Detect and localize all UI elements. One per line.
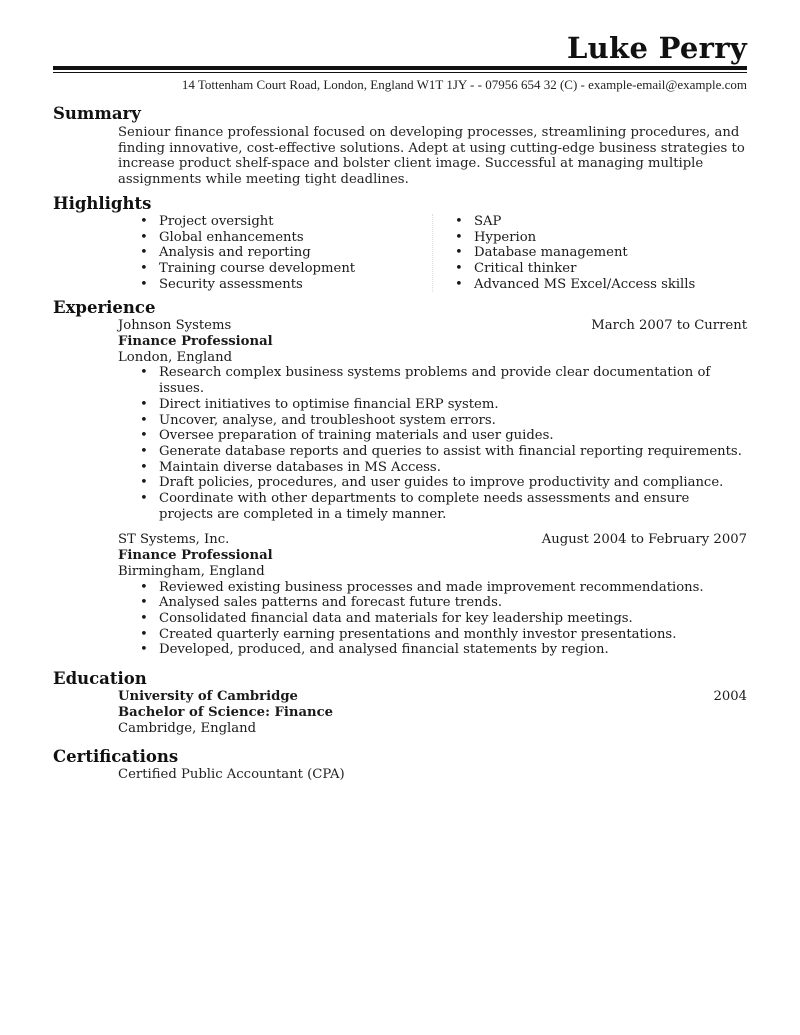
bullet-icon: • bbox=[140, 428, 148, 444]
highlight-item bbox=[118, 261, 432, 277]
header-divider-thick bbox=[53, 66, 747, 70]
highlight-text: Project oversight bbox=[159, 213, 274, 229]
bullet-icon: • bbox=[140, 459, 148, 475]
highlight-text: Hyperion bbox=[474, 229, 537, 245]
candidate-name: Luke Perry bbox=[566, 31, 747, 65]
job-duty bbox=[118, 580, 747, 596]
job-duty-text: Developed, produced, and analysed financial statements by region. bbox=[159, 642, 609, 658]
highlights-right-list bbox=[432, 214, 747, 293]
section-title-certifications: Certifications bbox=[53, 747, 179, 767]
job-duties-list bbox=[118, 580, 747, 659]
bullet-icon: • bbox=[140, 626, 148, 642]
highlight-text: Global enhancements bbox=[159, 229, 304, 245]
summary-section bbox=[53, 104, 747, 188]
job-duty bbox=[118, 475, 747, 491]
section-title-experience: Experience bbox=[53, 298, 156, 318]
job-duty bbox=[118, 444, 747, 460]
bullet-icon: • bbox=[140, 260, 148, 276]
bullet-icon: • bbox=[140, 595, 148, 611]
job-duty bbox=[118, 642, 747, 658]
job-duty bbox=[118, 491, 747, 522]
bullet-icon: • bbox=[140, 412, 148, 428]
bullet-icon: • bbox=[140, 213, 148, 229]
bullet-icon: • bbox=[455, 229, 463, 245]
job-dates: March 2007 to Current bbox=[591, 318, 747, 334]
highlight-item bbox=[433, 230, 747, 246]
job-duty bbox=[118, 611, 747, 627]
job-duty-text: Research complex business systems problems and provide clear documentation of issues. bbox=[159, 365, 711, 397]
summary-text: Seniour finance professional focused on developing processes, streamlining procedures, and finding innovative, cost-effective solutions. Adept at using cutting-edge business strategies to increase product shelf-space and bolster client image. Successful at managing multiple assignments while meeting tight deadlines. bbox=[118, 125, 745, 188]
education-section bbox=[53, 669, 747, 736]
bullet-icon: • bbox=[455, 213, 463, 229]
job-duty-text: Analysed sales patterns and forecast future trends. bbox=[159, 595, 503, 611]
highlight-item bbox=[118, 277, 432, 293]
job-company: ST Systems, Inc. bbox=[118, 532, 230, 548]
job-duty-text: Consolidated financial data and materials for key leadership meetings. bbox=[159, 610, 633, 626]
bullet-icon: • bbox=[140, 491, 148, 507]
highlight-item bbox=[433, 245, 747, 261]
job-duty-text: Created quarterly earning presentations and monthly investor presentations. bbox=[159, 626, 677, 642]
bullet-icon: • bbox=[140, 610, 148, 626]
job-duty-text: Oversee preparation of training materials and user guides. bbox=[159, 428, 554, 444]
job-duty-text: Generate database reports and queries to assist with financial reporting requirements. bbox=[159, 443, 742, 459]
highlight-item bbox=[433, 214, 747, 230]
job-duty bbox=[118, 365, 747, 396]
job-duty-text: Reviewed existing business processes and made improvement recommendations. bbox=[159, 579, 704, 595]
job-entry bbox=[118, 318, 747, 522]
contact-line: 14 Tottenham Court Road, London, England W1T 1JY - - 07956 654 32 (C) - example-email@example.com bbox=[181, 77, 747, 92]
job-location: London, England bbox=[118, 349, 233, 365]
section-title-highlights: Highlights bbox=[53, 193, 152, 213]
education-school-row bbox=[118, 689, 747, 705]
bullet-icon: • bbox=[140, 276, 148, 292]
job-role: Finance Professional bbox=[118, 548, 273, 564]
experience-section bbox=[53, 298, 747, 658]
bullet-icon: • bbox=[455, 276, 463, 292]
highlight-text: Advanced MS Excel/Access skills bbox=[474, 276, 696, 292]
job-dates: August 2004 to February 2007 bbox=[541, 532, 747, 548]
bullet-icon: • bbox=[140, 642, 148, 658]
bullet-icon: • bbox=[140, 245, 148, 261]
highlight-text: Training course development bbox=[159, 260, 356, 276]
job-duty bbox=[118, 397, 747, 413]
section-title-summary: Summary bbox=[53, 104, 141, 123]
job-header-row bbox=[118, 532, 747, 548]
highlight-item bbox=[118, 230, 432, 246]
highlights-columns bbox=[118, 214, 747, 293]
job-entry bbox=[118, 532, 747, 658]
bullet-icon: • bbox=[140, 443, 148, 459]
education-separator: : bbox=[265, 704, 270, 720]
bullet-icon: • bbox=[140, 365, 148, 381]
job-duty bbox=[118, 627, 747, 643]
bullet-icon: • bbox=[140, 579, 148, 595]
section-title-education: Education bbox=[53, 669, 147, 689]
highlight-text: Analysis and reporting bbox=[159, 245, 311, 261]
job-duty bbox=[118, 428, 747, 444]
education-field: Finance bbox=[274, 704, 334, 720]
job-company: Johnson Systems bbox=[118, 318, 232, 334]
highlights-section bbox=[53, 194, 747, 293]
job-duty-text: Draft policies, procedures, and user guides to improve productivity and compliance. bbox=[159, 475, 724, 491]
job-duty bbox=[118, 413, 747, 429]
certification-item: Certified Public Accountant (CPA) bbox=[118, 767, 345, 783]
resume-header bbox=[53, 30, 747, 93]
education-year: 2004 bbox=[713, 689, 747, 705]
education-degree: Bachelor of Science bbox=[118, 704, 266, 720]
education-location: Cambridge, England bbox=[118, 720, 257, 736]
highlight-text: Database management bbox=[474, 245, 628, 261]
highlight-text: Critical thinker bbox=[474, 260, 577, 276]
job-duty-text: Uncover, analyse, and troubleshoot system errors. bbox=[159, 412, 496, 428]
job-duty-text: Coordinate with other departments to complete needs assessments and ensure projects are completed in a timely manner. bbox=[159, 491, 690, 522]
job-role: Finance Professional bbox=[118, 334, 273, 350]
highlight-item bbox=[118, 245, 432, 261]
highlight-item bbox=[433, 277, 747, 293]
job-location: Birmingham, England bbox=[118, 563, 265, 579]
job-duty-text: Direct initiatives to optimise financial ERP system. bbox=[159, 396, 499, 412]
education-school: University of Cambridge bbox=[118, 689, 298, 705]
header-divider-thin bbox=[53, 72, 747, 73]
job-duty bbox=[118, 595, 747, 611]
job-duties-list bbox=[118, 365, 747, 522]
job-duty bbox=[118, 460, 747, 476]
highlight-item bbox=[433, 261, 747, 277]
highlight-item bbox=[118, 214, 432, 230]
highlight-text: SAP bbox=[474, 213, 502, 229]
bullet-icon: • bbox=[140, 475, 148, 491]
education-degree-line bbox=[118, 705, 747, 721]
highlight-text: Security assessments bbox=[159, 276, 303, 292]
bullet-icon: • bbox=[140, 396, 148, 412]
bullet-icon: • bbox=[455, 245, 463, 261]
bullet-icon: • bbox=[140, 229, 148, 245]
job-duty-text: Maintain diverse databases in MS Access. bbox=[159, 459, 441, 475]
certifications-section bbox=[53, 747, 747, 783]
highlights-left-list bbox=[118, 214, 432, 293]
job-header-row bbox=[118, 318, 747, 334]
resume-page bbox=[53, 30, 747, 783]
bullet-icon: • bbox=[455, 260, 463, 276]
